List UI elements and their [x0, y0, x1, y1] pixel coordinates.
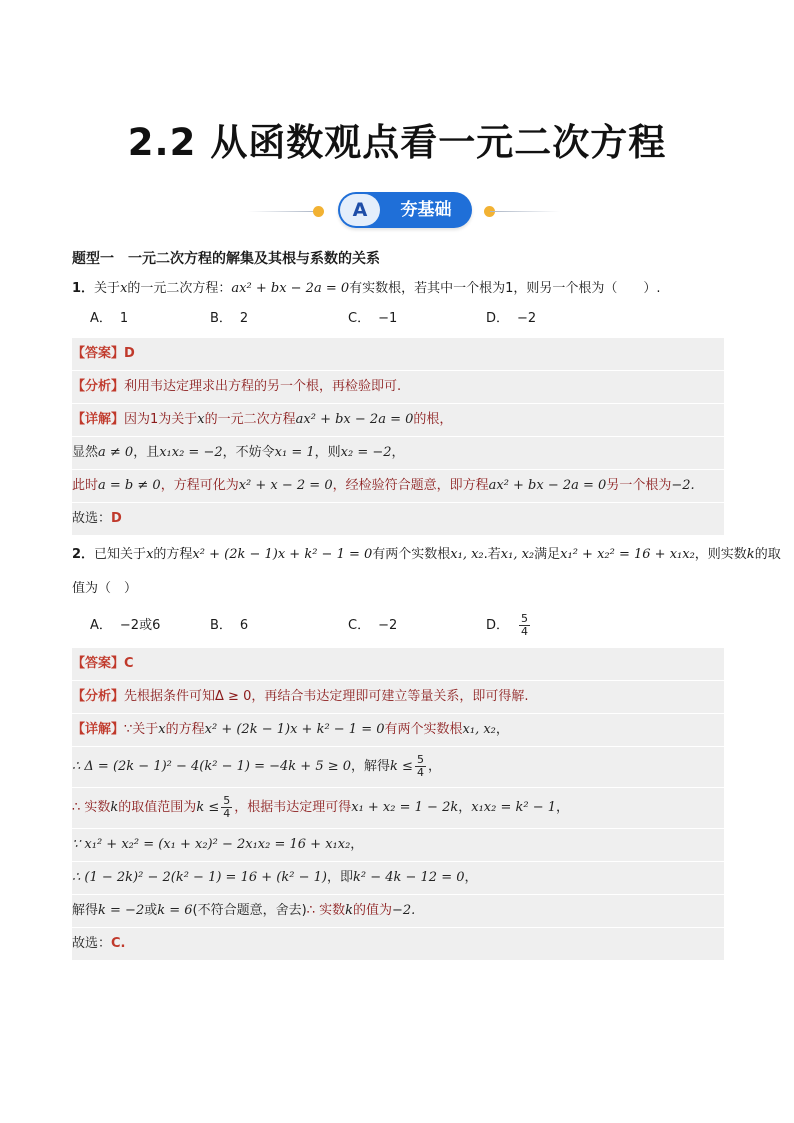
text: ∴ 实数 [306, 903, 346, 918]
math-equation: ax² + bx − 2a = 0 [295, 412, 414, 427]
option-letter: D． [486, 618, 510, 633]
math: k = −2 [98, 903, 145, 918]
decorative-dot-left [313, 206, 324, 217]
choose-line [72, 928, 724, 961]
text: ， [350, 837, 364, 852]
math: x₁, x₂ [500, 547, 535, 562]
option-letter: B． [210, 311, 232, 326]
math: x₁ = 1 [274, 445, 315, 460]
text: .若 [483, 547, 501, 562]
detail-line-1 [72, 404, 724, 437]
detail-line-3 [72, 470, 724, 503]
numerator: 5 [521, 612, 529, 625]
math: k ≤ [196, 800, 220, 815]
text: ， [556, 800, 570, 815]
text: 的方程 [165, 722, 205, 737]
analysis-text: 利用韦达定理求出方程的另一个根，再检验即可. [124, 379, 402, 394]
text: 的根， [413, 412, 453, 427]
question-1-options [72, 304, 724, 334]
question-1-solution [72, 338, 724, 536]
option-a [90, 608, 160, 644]
math: x₁x₂ = k² − 1 [471, 800, 556, 815]
fraction [519, 613, 530, 638]
math: k [746, 547, 755, 562]
text: 的方程 [153, 547, 193, 562]
text: 的一元二次方程 [204, 412, 296, 427]
choose-line [72, 503, 724, 536]
option-text: 6 [239, 618, 249, 633]
answer-tag: 【答案】 [72, 346, 125, 361]
option-d [486, 304, 536, 334]
option-text: −2或6 [119, 618, 161, 633]
fraction [415, 754, 426, 779]
text: 故选： [72, 936, 112, 951]
math-equation: ∴ Δ = (2k − 1)² − 4(k² − 1) = −4k + 5 ≥ 0 [72, 759, 352, 774]
text: ，且 [133, 445, 160, 460]
answer-line [72, 648, 724, 681]
analysis-tag: 【分析】 [72, 689, 125, 704]
analysis-text: 先根据条件可知Δ ≥ 0，再结合韦达定理即可建立等量关系，即可得解. [124, 689, 529, 704]
text: ，即 [326, 870, 353, 885]
option-b [210, 304, 248, 334]
question-2-stem [72, 540, 781, 570]
text: 满足 [534, 547, 561, 562]
text: ，方程可化为 [160, 478, 239, 493]
text: ， [464, 870, 478, 885]
text: (不符合题意，舍去) [192, 903, 307, 918]
text: ， [458, 800, 472, 815]
text: 另一个根为 [606, 478, 672, 493]
text: 因为1为关于 [124, 412, 198, 427]
analysis-tag: 【分析】 [72, 379, 125, 394]
math: a ≠ 0 [98, 445, 134, 460]
badge-letter: A [340, 194, 380, 226]
option-text: −2 [517, 311, 537, 326]
math: k = 6 [157, 903, 193, 918]
option-text: 1 [119, 311, 129, 326]
math: x [120, 281, 128, 296]
choose-answer: C. [111, 936, 126, 951]
math: k [110, 800, 119, 815]
math: −2. [392, 903, 416, 918]
section-heading: 题型一 一元二次方程的解集及其根与系数的关系 [72, 251, 380, 267]
option-letter: B． [210, 618, 232, 633]
badge-label: 夯基础 [400, 200, 452, 220]
option-text: 2 [239, 311, 249, 326]
text: 有实数根，若其中一个根为1，则另一个根为（ ）. [349, 281, 661, 296]
question-2-stem-line-2: 值为（ ） [72, 581, 138, 596]
detail-line-5 [72, 862, 724, 895]
text: ，不妨令 [222, 445, 275, 460]
detail-line-1 [72, 714, 724, 747]
option-letter: C． [348, 618, 371, 633]
text: 的取值范围为 [118, 800, 197, 815]
text: ，根据韦达定理可得 [234, 800, 352, 815]
decorative-line-right [490, 211, 560, 212]
document-content [72, 244, 781, 965]
option-letter: A． [90, 618, 112, 633]
option-letter: A． [90, 311, 112, 326]
answer-line [72, 338, 724, 371]
answer-tag: 【答案】 [72, 656, 125, 671]
option-c [348, 608, 397, 644]
text: ，则 [314, 445, 341, 460]
math: x [197, 412, 205, 427]
option-b [210, 608, 248, 644]
choose-answer: D [111, 511, 122, 526]
option-letter: C． [348, 311, 371, 326]
option-text: −1 [378, 311, 398, 326]
denominator: 4 [521, 625, 529, 638]
answer-value: C [124, 656, 134, 671]
detail-line-3 [72, 788, 724, 829]
math-equation: ∴ (1 − 2k)² − 2(k² − 1) = 16 + (k² − 1) [72, 870, 327, 885]
text: 此时 [72, 478, 99, 493]
denominator: 4 [223, 807, 231, 820]
text: ， [391, 445, 405, 460]
question-number: 1． [72, 281, 95, 296]
text: 有两个实数根 [384, 722, 463, 737]
math: −2. [671, 478, 695, 493]
option-a [90, 304, 128, 334]
math-equation: x₁² + x₂² = 16 + x₁x₂ [560, 547, 695, 562]
option-text: −2 [378, 618, 398, 633]
detail-tag: 【详解】 [72, 412, 125, 427]
text: 解得 [72, 903, 99, 918]
denominator: 4 [416, 766, 424, 779]
math: k ≤ [390, 759, 413, 774]
math-equation: x² + (2k − 1)x + k² − 1 = 0 [192, 547, 373, 562]
text: ，解得 [351, 759, 391, 774]
fraction [221, 795, 232, 820]
math: x₁, x₂ [450, 547, 484, 562]
math-equation: ∵ x₁² + x₂² = (x₁ + x₂)² − 2x₁x₂ = 16 + x₁x₂ [72, 837, 351, 852]
text: 的一元二次方程： [127, 281, 232, 296]
text: 或 [144, 903, 158, 918]
text: 关于 [94, 281, 121, 296]
text: 已知关于 [94, 547, 147, 562]
text: 的值为 [353, 903, 393, 918]
text: ， [427, 759, 441, 774]
answer-value: D [124, 346, 135, 361]
math: k [345, 903, 353, 918]
page-title: 2.2 从函数观点看一元二次方程 [127, 121, 667, 164]
text: ∴ 实数 [72, 800, 111, 815]
math: ax² + bx − 2a = 0 [488, 478, 607, 493]
math: x₂ = −2 [340, 445, 392, 460]
text: ∵关于 [124, 722, 159, 737]
detail-line-2 [72, 437, 724, 470]
section-badge-row [0, 192, 794, 230]
math: x [146, 547, 154, 562]
math: x₁ + x₂ = 1 − 2k [351, 800, 459, 815]
level-badge [338, 192, 472, 228]
numerator: 5 [223, 794, 231, 807]
detail-line-6 [72, 895, 724, 928]
text: ，则实数 [694, 547, 747, 562]
math: x [158, 722, 166, 737]
text: 故选： [72, 511, 112, 526]
option-c [348, 304, 397, 334]
math: a = b ≠ 0 [98, 478, 161, 493]
math: x₁x₂ = −2 [159, 445, 223, 460]
numerator: 5 [416, 753, 424, 766]
question-2-options [72, 608, 724, 644]
question-number: 2． [72, 547, 95, 562]
math: k² − 4k − 12 = 0 [352, 870, 465, 885]
question-2-solution [72, 648, 724, 961]
analysis-line [72, 371, 724, 404]
option-d [486, 608, 532, 644]
text: ，经检验符合题意，即方程 [332, 478, 489, 493]
detail-line-2 [72, 747, 724, 788]
detail-line-4 [72, 829, 724, 862]
text: ， [495, 722, 509, 737]
text: 有两个实数根 [372, 547, 451, 562]
decorative-line-left [248, 211, 318, 212]
math: x² + x − 2 = 0 [238, 478, 333, 493]
detail-tag: 【详解】 [72, 722, 125, 737]
analysis-line [72, 681, 724, 714]
math: x₁, x₂ [462, 722, 496, 737]
text: 的取 [754, 547, 781, 562]
option-letter: D． [486, 311, 510, 326]
math-equation: ax² + bx − 2a = 0 [231, 281, 350, 296]
question-1-stem [72, 274, 724, 304]
math-equation: x² + (2k − 1)x + k² − 1 = 0 [204, 722, 385, 737]
text: 显然 [72, 445, 99, 460]
